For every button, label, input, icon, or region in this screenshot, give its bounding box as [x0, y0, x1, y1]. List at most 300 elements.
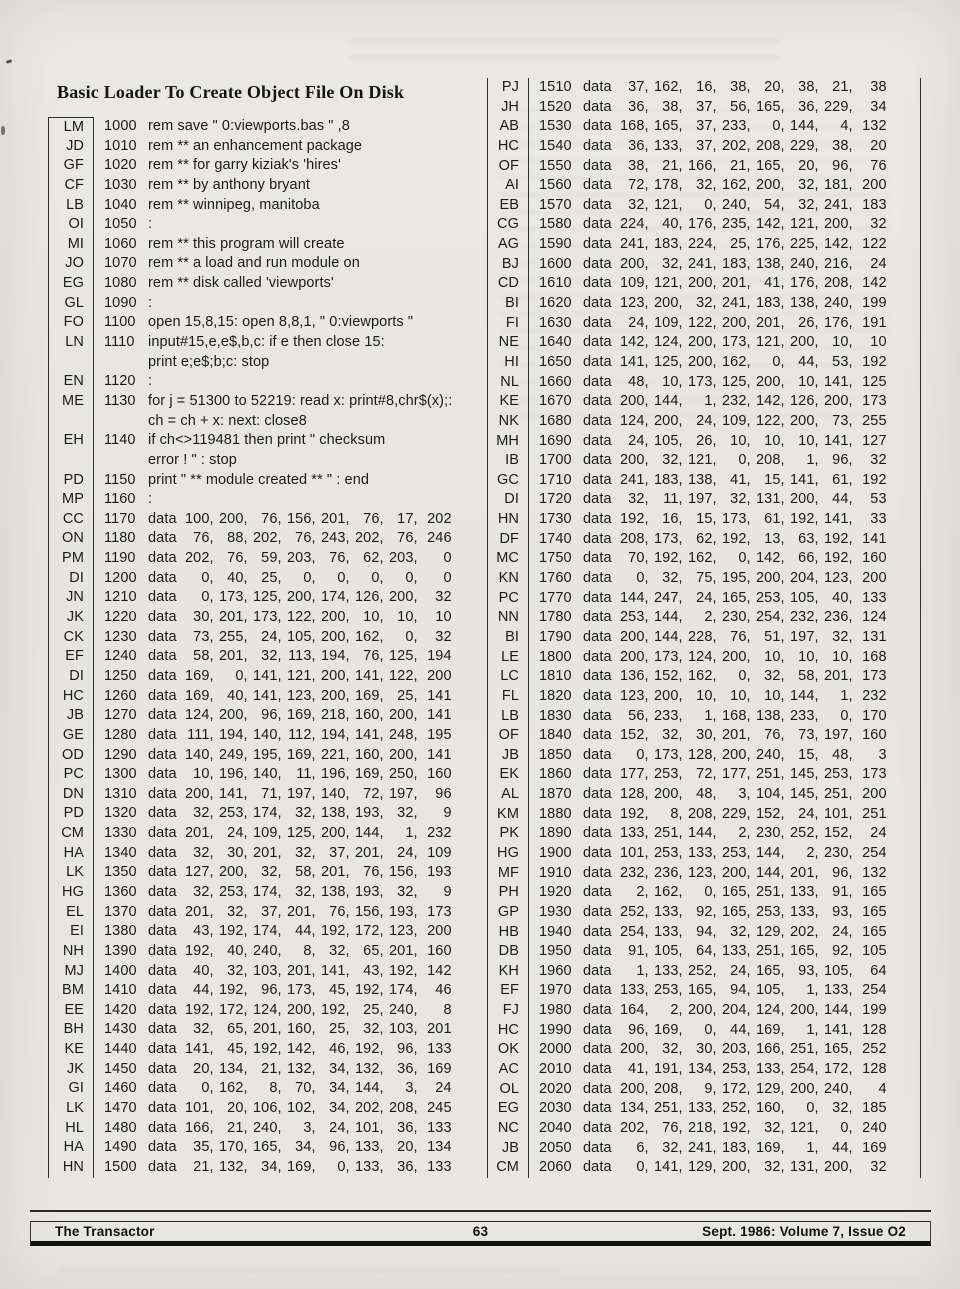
checksum-code: GI — [48, 1079, 94, 1099]
data-value: 121, — [654, 275, 683, 292]
line-number: 1190 — [104, 550, 136, 567]
data-value: 32, — [832, 628, 853, 645]
listing-row — [48, 392, 472, 412]
data-value: 24, — [832, 923, 853, 940]
data-keyword: data — [583, 570, 612, 587]
data-value: 123, — [389, 923, 418, 940]
data-value: 200 — [862, 786, 887, 803]
data-value: 197, — [688, 491, 717, 508]
data-value: 192, — [185, 1001, 214, 1018]
listing-row — [487, 765, 920, 785]
line-number: 1900 — [539, 844, 572, 861]
data-value: 40, — [227, 569, 248, 586]
data-value: 144, — [688, 825, 717, 842]
data-value: 173 — [862, 766, 887, 783]
data-value: 200, — [321, 825, 350, 842]
data-value: 11, — [296, 766, 316, 783]
data-value: 192 — [862, 353, 887, 370]
data-value: 202, — [185, 550, 214, 567]
data-value: 91, — [832, 884, 853, 901]
code-line — [539, 1001, 887, 1021]
data-value: 144, — [824, 1002, 853, 1019]
data-keyword: data — [583, 157, 612, 174]
checksum-code: HG — [487, 844, 529, 864]
checksum-code: NL — [487, 373, 529, 393]
data-value: 138, — [321, 883, 350, 900]
data-value: 194, — [321, 648, 350, 665]
data-value: 145, — [790, 766, 819, 783]
data-value: 10, — [764, 648, 785, 665]
listing-row — [487, 942, 920, 962]
data-keyword: data — [583, 314, 612, 331]
data-value: 169, — [654, 1021, 683, 1038]
line-number: 1430 — [104, 1021, 137, 1038]
data-value: 173, — [253, 609, 282, 626]
line-number: 1820 — [539, 687, 572, 704]
data-value: 200, — [321, 628, 350, 645]
data-value: 140, — [185, 746, 214, 763]
listing-row — [487, 98, 920, 118]
code-line — [104, 1119, 452, 1139]
data-value: 200, — [824, 393, 853, 410]
data-value: 133, — [620, 982, 649, 999]
data-value: 88, — [227, 530, 248, 547]
data-value: 8, — [670, 805, 683, 822]
data-value: 168, — [722, 707, 751, 724]
code-line — [539, 78, 887, 98]
data-keyword: data — [148, 864, 177, 881]
data-value: 200, — [389, 746, 418, 763]
code-text: if ch<>119481 then print " checksum — [148, 432, 386, 449]
code-line — [539, 137, 887, 157]
line-number: 1150 — [104, 471, 136, 488]
data-value: 192, — [321, 923, 350, 940]
data-value: 24, — [329, 1119, 350, 1136]
checksum-code: GC — [487, 471, 529, 491]
data-value: 169 — [427, 1060, 452, 1077]
line-number: 1940 — [539, 923, 572, 940]
data-value: 185 — [862, 1100, 887, 1117]
checksum-code: CM — [48, 824, 94, 844]
line-number: 1000 — [104, 118, 137, 134]
listing-row — [487, 510, 920, 530]
data-value: 134, — [620, 1100, 649, 1117]
data-value: 218, — [688, 1119, 717, 1136]
footer-page-number: 63 — [472, 1224, 489, 1239]
data-value: 66, — [798, 550, 819, 567]
data-value: 24, — [696, 412, 717, 429]
data-value: 173, — [654, 648, 683, 665]
data-value: 72, — [696, 766, 717, 783]
code-line — [104, 412, 307, 432]
data-value: 133, — [654, 962, 683, 979]
code-line — [104, 628, 452, 648]
data-value: 121, — [287, 667, 316, 684]
checksum-code: JH — [487, 98, 529, 118]
checksum-code: MP — [48, 490, 94, 510]
data-value: 45, — [227, 1041, 248, 1058]
data-value: 200 — [862, 570, 887, 587]
data-value: 156, — [389, 864, 418, 881]
checksum-code: LC — [487, 667, 529, 687]
data-keyword: data — [148, 569, 177, 586]
line-number: 1180 — [104, 530, 136, 547]
checksum-code: DB — [487, 942, 529, 962]
data-value: 125 — [862, 373, 887, 390]
data-value: 173, — [654, 530, 683, 547]
line-number: 1770 — [539, 589, 572, 606]
line-number: 1910 — [539, 864, 572, 881]
data-value: 165, — [722, 903, 751, 920]
data-value: 109, — [253, 825, 282, 842]
line-number: 1260 — [104, 687, 137, 704]
code-line-continuation: error ! " : stop — [148, 451, 237, 468]
data-value: 9 — [443, 805, 452, 822]
checksum-code: DI — [487, 490, 529, 510]
data-value: 96, — [261, 982, 282, 999]
code-line-continuation: print e;e$;b;c: stop — [148, 353, 270, 370]
checksum-code: HC — [48, 687, 94, 707]
data-value: 200, — [620, 1041, 649, 1058]
checksum-code: HA — [48, 844, 94, 864]
data-value: 253, — [654, 766, 683, 783]
listing-row — [48, 1020, 472, 1040]
checksum-code: MJ — [48, 962, 94, 982]
data-value: 144, — [355, 1080, 384, 1097]
data-value: 230, — [756, 825, 785, 842]
data-keyword: data — [148, 667, 177, 684]
code-line — [104, 647, 452, 667]
data-value: 37, — [329, 844, 350, 861]
data-value: 192, — [824, 550, 853, 567]
data-value: 96, — [628, 1021, 649, 1038]
checksum-code: EG — [48, 274, 94, 294]
data-value: 109 — [427, 844, 452, 861]
line-number: 1980 — [539, 1002, 572, 1019]
data-value: 141, — [253, 667, 282, 684]
data-value: 13, — [764, 530, 785, 547]
listing-row — [48, 647, 472, 667]
data-value: 133 — [427, 1119, 452, 1136]
data-value: 93, — [832, 903, 853, 920]
data-value: 72, — [363, 785, 384, 802]
data-value: 200, — [790, 1002, 819, 1019]
data-value: 0, — [337, 1158, 350, 1175]
data-value: 21, — [730, 157, 751, 174]
line-number: 1380 — [104, 923, 137, 940]
listing-row — [48, 804, 472, 824]
data-value: 24 — [870, 825, 887, 842]
data-value: 183 — [862, 196, 887, 213]
data-value: 109, — [722, 412, 751, 429]
data-value: 251, — [654, 1100, 683, 1117]
listing-row — [48, 274, 472, 294]
line-number: 1810 — [539, 668, 572, 685]
code-text: open 15,8,15: open 8,8,1, " 0:viewports " — [148, 314, 414, 331]
data-keyword: data — [148, 628, 177, 645]
line-number: 1040 — [104, 196, 137, 213]
checksum-code: KM — [487, 805, 529, 825]
listing-row — [487, 608, 920, 628]
code-line — [104, 765, 452, 785]
code-line — [539, 1040, 887, 1060]
data-value: 0, — [840, 1119, 853, 1136]
data-keyword: data — [148, 1139, 177, 1156]
data-value: 169 — [862, 1139, 887, 1156]
checksum-code: EL — [48, 903, 94, 923]
data-value: 165, — [756, 98, 785, 115]
line-number: 1320 — [104, 805, 137, 822]
listing-row — [48, 412, 472, 432]
line-number: 1210 — [104, 589, 137, 606]
line-number: 1390 — [104, 942, 137, 959]
checksum-code: NE — [487, 333, 529, 353]
code-line — [104, 746, 452, 766]
data-value: 10, — [764, 432, 785, 449]
data-value: 32, — [261, 864, 282, 881]
listing-row — [487, 1040, 920, 1060]
data-value: 128 — [862, 1021, 887, 1038]
listing-row — [48, 628, 472, 648]
data-value: 32, — [730, 491, 751, 508]
data-keyword: data — [148, 942, 177, 959]
data-value: 201, — [219, 609, 248, 626]
code-line — [104, 353, 269, 373]
data-value: 96 — [435, 785, 452, 802]
data-value: 58, — [193, 648, 214, 665]
data-value: 191 — [862, 314, 887, 331]
data-value: 124 — [862, 609, 887, 626]
data-value: 128 — [862, 1061, 887, 1078]
data-value: 73, — [832, 412, 853, 429]
data-value: 15, — [696, 511, 717, 528]
data-value: 232 — [427, 825, 452, 842]
data-keyword: data — [583, 687, 612, 704]
data-keyword: data — [583, 786, 612, 803]
listing-row — [487, 1080, 920, 1100]
line-number: 2000 — [539, 1041, 572, 1058]
data-value: 10, — [798, 432, 819, 449]
checksum-code: JB — [48, 706, 94, 726]
checksum-code: BI — [487, 628, 529, 648]
data-value: 40, — [227, 687, 248, 704]
data-value: 0, — [636, 1159, 649, 1176]
data-value: 10, — [798, 648, 819, 665]
code-line — [539, 333, 887, 353]
checksum-code: NK — [487, 412, 529, 432]
data-value: 228, — [688, 628, 717, 645]
line-number: 2050 — [539, 1139, 572, 1156]
data-value: 241, — [620, 471, 649, 488]
checksum-code: KE — [48, 1040, 94, 1060]
listing-row — [48, 883, 472, 903]
data-value: 194, — [219, 726, 248, 743]
data-value: 141, — [824, 1021, 853, 1038]
data-value: 138, — [756, 255, 785, 272]
data-value: 176, — [688, 216, 717, 233]
data-value: 169, — [185, 667, 214, 684]
data-value: 37, — [261, 903, 282, 920]
data-value: 253, — [219, 883, 248, 900]
scan-bleedthrough-artifact — [350, 26, 780, 68]
checksum-code: EF — [487, 981, 529, 1001]
data-value: 200, — [756, 177, 785, 194]
data-value: 38, — [730, 79, 751, 95]
data-value: 200, — [824, 1159, 853, 1176]
data-value: 142, — [756, 393, 785, 410]
data-value: 165 — [862, 884, 887, 901]
data-value: 1, — [806, 1139, 819, 1156]
data-keyword: data — [583, 196, 612, 213]
code-line — [104, 490, 152, 510]
line-number: 1310 — [104, 785, 137, 802]
data-value: 125, — [722, 373, 751, 390]
data-value: 0, — [704, 1021, 717, 1038]
data-value: 105, — [287, 628, 316, 645]
data-value: 30, — [193, 609, 214, 626]
data-value: 202, — [253, 530, 282, 547]
code-line — [104, 962, 452, 982]
data-keyword: data — [583, 255, 612, 272]
data-value: 96, — [832, 864, 853, 881]
code-line — [104, 254, 360, 274]
line-number: 1120 — [104, 373, 136, 390]
data-value: 113, — [288, 648, 316, 665]
code-line — [104, 176, 310, 196]
checksum-code: EN — [48, 372, 94, 392]
data-value: 192, — [722, 1119, 751, 1136]
data-value: 10, — [730, 687, 751, 704]
data-value: 141 — [862, 530, 887, 547]
data-value: 121, — [790, 1119, 819, 1136]
data-value: 160 — [862, 727, 887, 744]
data-value: 32, — [798, 177, 819, 194]
data-value: 10, — [696, 687, 717, 704]
data-keyword: data — [148, 982, 177, 999]
data-value: 252, — [722, 1100, 751, 1117]
data-keyword: data — [583, 589, 612, 606]
data-keyword: data — [148, 1158, 177, 1175]
data-keyword: data — [583, 903, 612, 920]
footer-issue: Sept. 1986: Volume 7, Issue O2 — [702, 1224, 907, 1239]
data-value: 32, — [730, 923, 751, 940]
code-line — [104, 863, 452, 883]
data-value: 142 — [862, 275, 887, 292]
listing-row — [487, 471, 920, 491]
checksum-code: OK — [487, 1040, 529, 1060]
code-line — [104, 1079, 452, 1099]
data-value: 37, — [696, 98, 717, 115]
data-value: 200, — [654, 412, 683, 429]
listing-row — [48, 667, 472, 687]
data-value: 233, — [790, 707, 819, 724]
data-value: 241, — [824, 196, 853, 213]
checksum-code: PC — [487, 589, 529, 609]
data-value: 247, — [654, 589, 683, 606]
data-value: 32, — [295, 805, 316, 822]
line-number: 1530 — [539, 118, 572, 135]
code-line — [539, 215, 887, 235]
checksum-code: HB — [487, 923, 529, 943]
checksum-code: AI — [487, 176, 529, 196]
checksum-code: GF — [48, 156, 94, 176]
data-keyword: data — [583, 648, 612, 665]
checksum-code: PC — [48, 765, 94, 785]
data-value: 1, — [636, 962, 649, 979]
data-value: 192, — [620, 511, 649, 528]
data-keyword: data — [148, 609, 177, 626]
data-value: 181, — [824, 177, 853, 194]
code-line — [539, 1158, 887, 1178]
data-value: 203, — [287, 550, 316, 567]
data-value: 174, — [253, 883, 282, 900]
code-line — [104, 687, 452, 707]
checksum-code: GE — [48, 726, 94, 746]
data-value: 105, — [824, 962, 853, 979]
listing-row — [487, 1001, 920, 1021]
line-number: 1270 — [104, 707, 137, 724]
checksum-code: GL — [48, 294, 94, 314]
data-value: 3 — [878, 746, 887, 763]
checksum-code: EI — [48, 922, 94, 942]
data-value: 96, — [261, 707, 282, 724]
data-value: 45, — [329, 982, 350, 999]
data-value: 36, — [397, 1119, 418, 1136]
data-value: 54, — [764, 196, 785, 213]
code-line — [539, 451, 887, 471]
data-value: 245 — [427, 1100, 452, 1117]
listing-row — [487, 432, 920, 452]
data-value: 16, — [696, 79, 717, 95]
data-value: 105, — [654, 943, 683, 960]
data-value: 8, — [303, 942, 316, 959]
data-value: 233, — [722, 118, 751, 135]
data-value: 4 — [878, 1080, 887, 1097]
line-number: 1610 — [539, 275, 572, 292]
code-line — [104, 785, 452, 805]
checksum-code: LB — [48, 196, 94, 216]
data-value: 129, — [756, 1080, 785, 1097]
listing-row — [48, 471, 472, 491]
listing-row — [487, 726, 920, 746]
data-value: 162, — [722, 177, 751, 194]
line-number: 1620 — [539, 295, 572, 312]
data-value: 104, — [756, 786, 785, 803]
data-value: 30, — [696, 727, 717, 744]
listing-row — [48, 137, 472, 157]
data-keyword: data — [583, 1002, 612, 1019]
data-keyword: data — [583, 746, 612, 763]
line-number: 1480 — [104, 1119, 137, 1136]
listing-row — [487, 176, 920, 196]
data-value: 127 — [862, 432, 887, 449]
data-value: 32, — [662, 1041, 683, 1058]
code-line — [104, 824, 452, 844]
data-value: 112, — [288, 726, 316, 743]
data-value: 165, — [790, 943, 819, 960]
listing-row — [487, 1119, 920, 1139]
checksum-code: DF — [487, 530, 529, 550]
data-keyword: data — [148, 707, 177, 724]
data-value: 200, — [321, 687, 350, 704]
code-line — [539, 432, 887, 452]
code-line — [104, 726, 452, 746]
listing-row — [48, 117, 472, 137]
data-value: 251, — [756, 766, 785, 783]
listing-row — [487, 117, 920, 137]
data-value: 133, — [620, 825, 649, 842]
data-value: 168, — [620, 118, 649, 135]
